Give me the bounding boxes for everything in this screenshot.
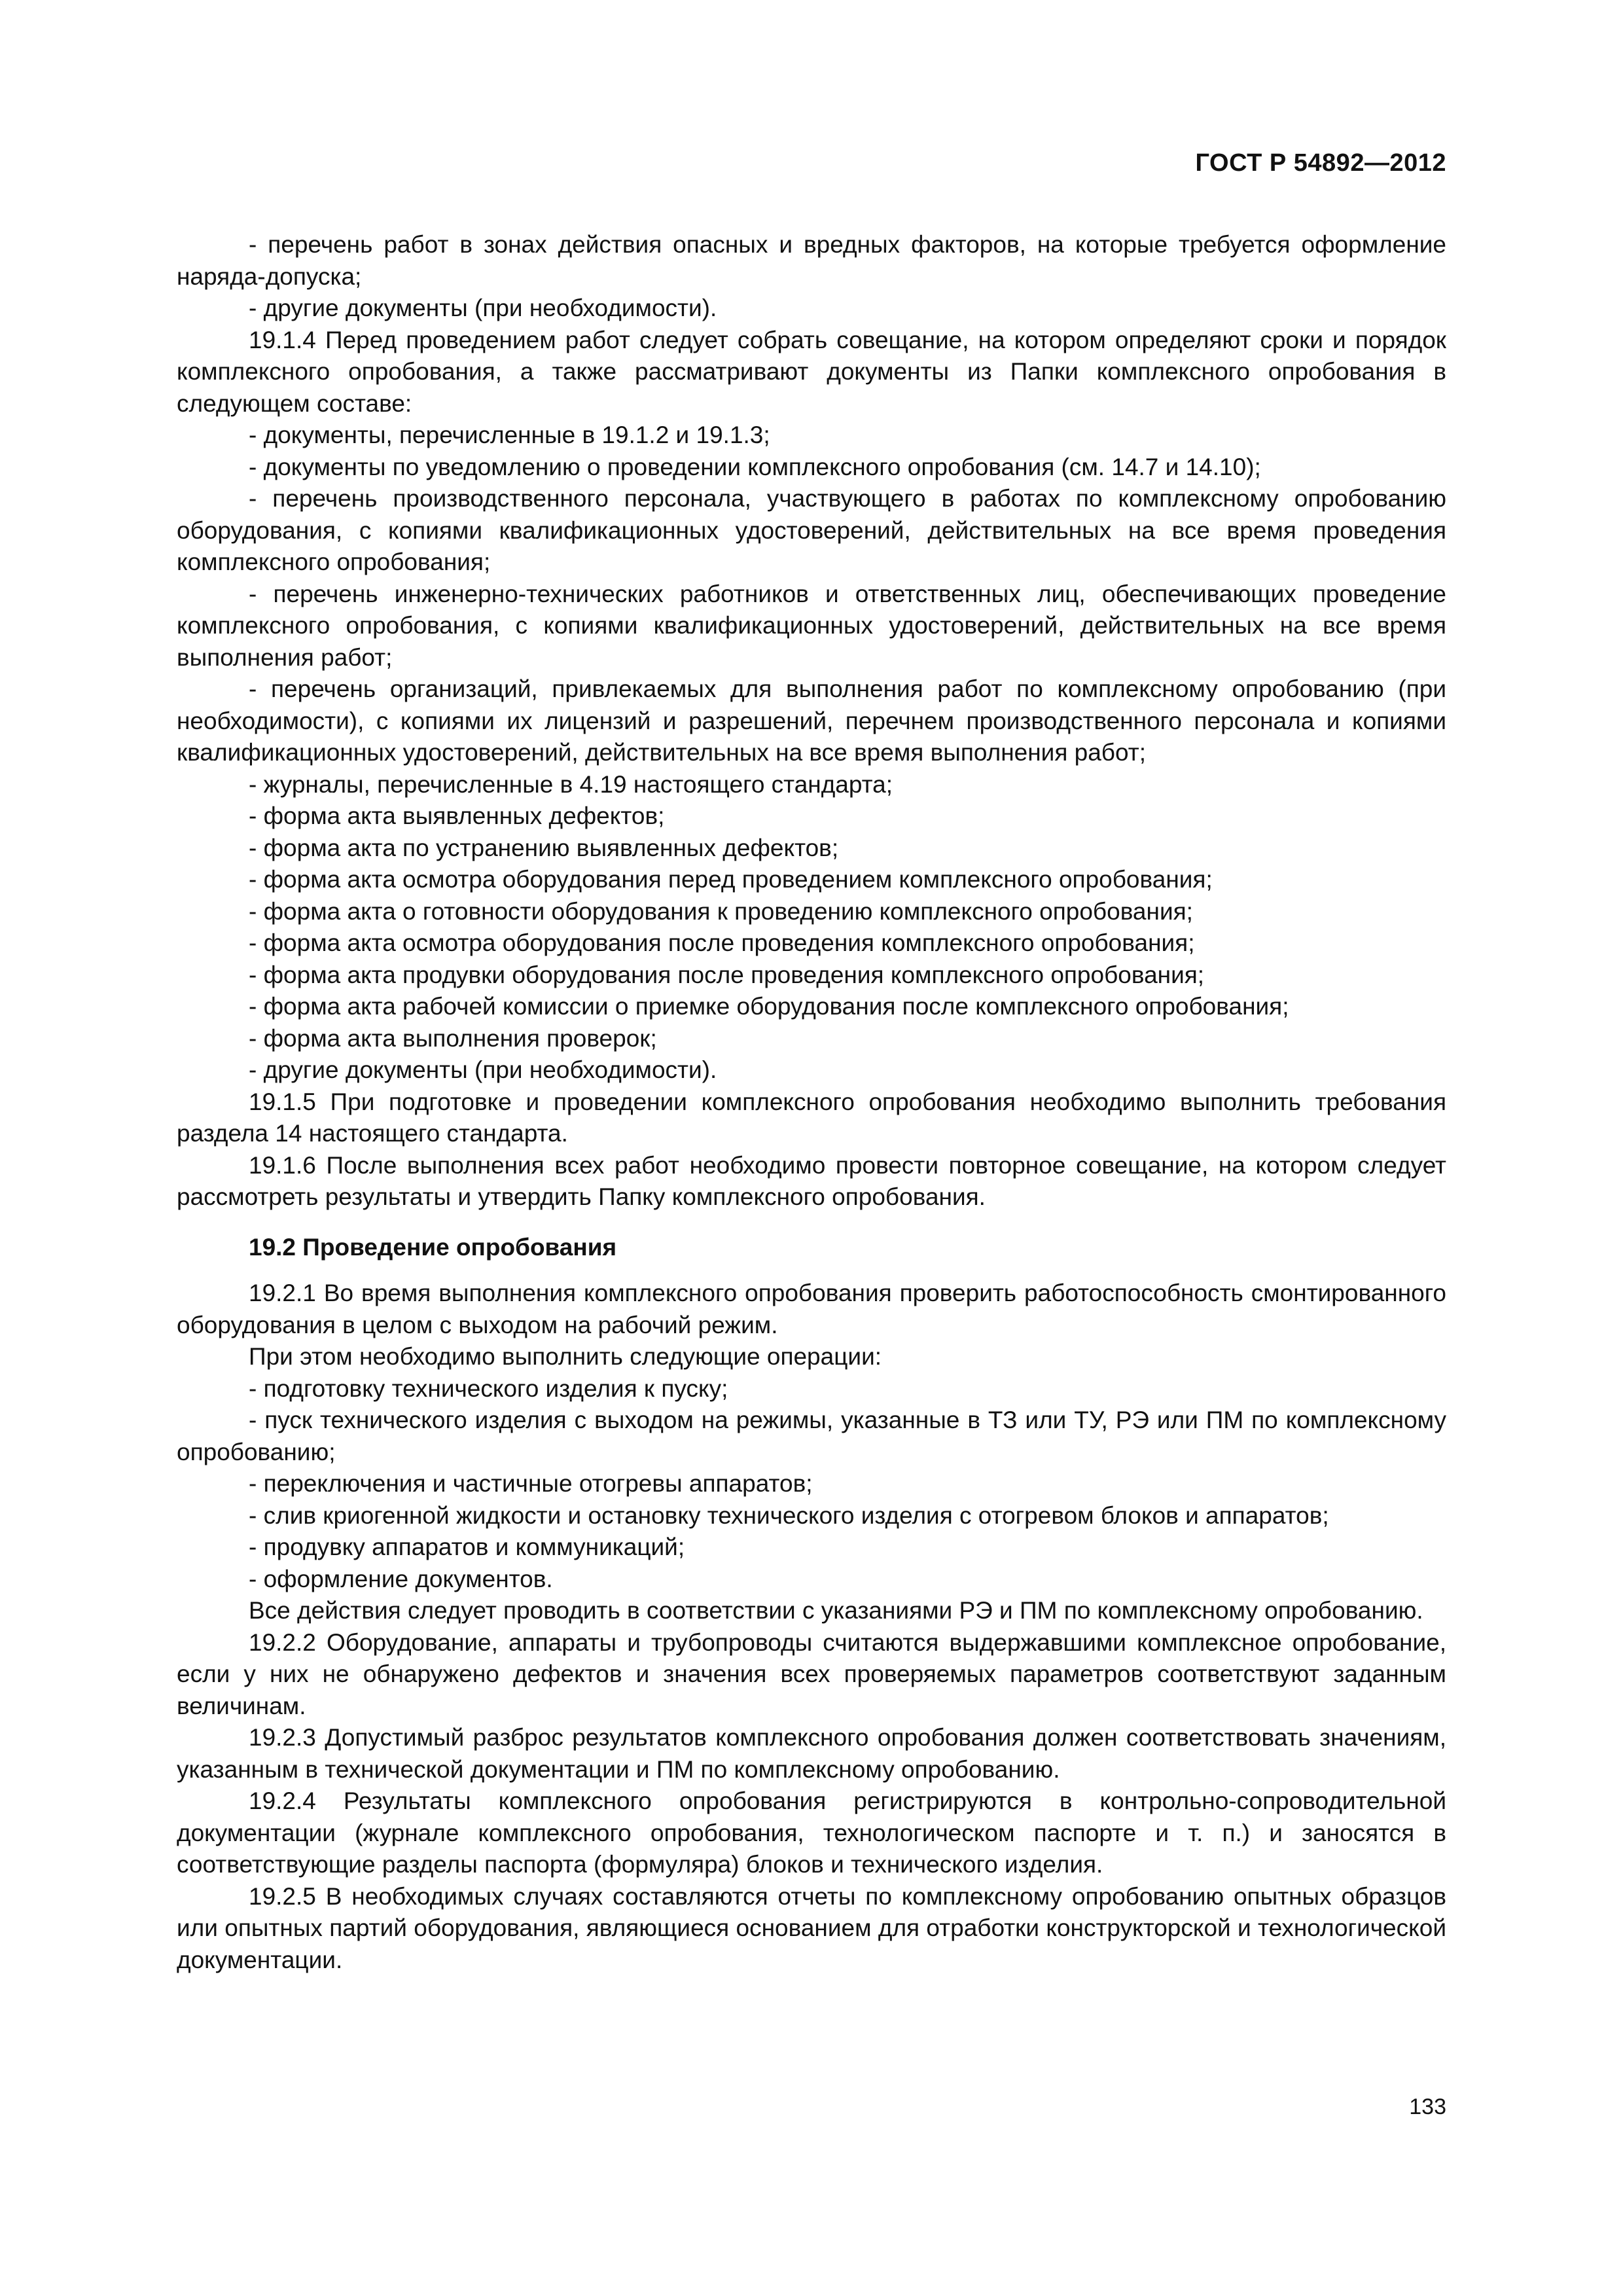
list-item: - журналы, перечисленные в 4.19 настоящего стандарта; xyxy=(249,770,893,798)
list-item: - форма акта осмотра оборудования после проведения комплексного опробования; xyxy=(249,929,1195,956)
page-content xyxy=(177,229,1446,1976)
list-item: - форма акта выполнения проверок; xyxy=(249,1024,657,1052)
list-item: - форма акта рабочей комиссии о приемке оборудования после комплексного опробования; xyxy=(249,993,1289,1020)
list-item: - подготовку технического изделия к пуску; xyxy=(249,1374,728,1402)
paragraph: Все действия следует проводить в соответствии с указаниями РЭ и ПМ по комплексному опробованию. xyxy=(249,1597,1423,1624)
clause-19-1-4: 19.1.4 Перед проведением работ следует собрать совещание, на котором определяют сроки и порядок комплексного опробования, а также рассматривают документы из Папки комплексного опробования в следующем составе: xyxy=(177,326,1446,417)
list-item: - переключения и частичные отогревы аппаратов; xyxy=(249,1470,813,1497)
clause-19-1-5: 19.1.5 При подготовке и проведении комплексного опробования необходимо выполнить требования раздела 14 настоящего стандарта. xyxy=(177,1088,1446,1147)
clause-19-1-6: 19.1.6 После выполнения всех работ необходимо провести повторное совещание, на котором следует рассмотреть результаты и утвердить Папку комплексного опробования. xyxy=(177,1151,1446,1210)
list-item: - форма акта продувки оборудования после проведения комплексного опробования; xyxy=(249,961,1205,988)
list-item: - продувку аппаратов и коммуникаций; xyxy=(249,1534,685,1560)
block-1 xyxy=(177,229,1446,1213)
list-item: - документы по уведомлению о проведении комплексного опробования (см. 14.7 и 14.10); xyxy=(249,453,1261,480)
clause-19-2-3: 19.2.3 Допустимый разброс результатов комплексного опробования должен соответствовать значениям, указанным в технической документации и ПМ по комплексному опробованию. xyxy=(177,1724,1446,1783)
list-item: - форма акта осмотра оборудования перед проведением комплексного опробования; xyxy=(249,866,1213,893)
paragraph: При этом необходимо выполнить следующие операции: xyxy=(249,1343,882,1370)
list-item: - перечень организаций, привлекаемых для выполнения работ по комплексному опробованию (при необходимости), с копиями их лицензий и разрешений, перечнем производственного персонала и копиями квалификационных удостоверений, действительных на все время выполнения работ; xyxy=(177,675,1446,766)
clause-19-2-2: 19.2.2 Оборудование, аппараты и трубопроводы считаются выдержавшими комплексное опробование, если у них не обнаружено дефектов и значения всех проверяемых параметров соответствуют заданным величинам. xyxy=(177,1628,1446,1719)
list-item: - перечень работ в зонах действия опасных и вредных факторов, на которые требуется оформление наряда-допуска; xyxy=(177,231,1446,290)
list-item: - оформление документов. xyxy=(249,1565,553,1592)
section-heading: 19.2 Проведение опробования xyxy=(249,1233,617,1261)
page-number: 133 xyxy=(1409,2094,1446,2119)
list-item: - документы, перечисленные в 19.1.2 и 19.1.3; xyxy=(249,422,770,448)
list-item: - пуск технического изделия с выходом на режимы, указанные в ТЗ или ТУ, РЭ или ПМ по комплексному опробованию; xyxy=(177,1407,1446,1465)
list-item: - форма акта выявленных дефектов; xyxy=(249,802,665,829)
clause-19-2-1: 19.2.1 Во время выполнения комплексного опробования проверить работоспособность смонтированного оборудования в целом с выходом на рабочий режим. xyxy=(177,1280,1446,1338)
list-item: - другие документы (при необходимости). xyxy=(249,295,717,321)
list-item: - слив криогенной жидкости и остановку технического изделия с отогревом блоков и аппаратов; xyxy=(249,1501,1329,1529)
clause-19-2-5: 19.2.5 В необходимых случаях составляются отчеты по комплексному опробованию опытных образцов или опытных партий оборудования, являющиеся основанием для отработки конструкторской и технологической документации. xyxy=(177,1882,1446,1973)
clause-19-2-4: 19.2.4 Результаты комплексного опробования регистрируются в контрольно-сопроводительной документации (журнале комплексного опробования, технологическом паспорте и т. п.) и заносятся в соответствующие разделы паспорта (формуляра) блоков и технического изделия. xyxy=(177,1787,1446,1878)
list-item: - форма акта по устранению выявленных дефектов; xyxy=(249,834,839,861)
list-item: - перечень инженерно-технических работников и ответственных лиц, обеспечивающих проведение комплексного опробования, с копиями квалификационных удостоверений, действительных на все время выполнения работ; xyxy=(177,580,1446,671)
list-item: - перечень производственного персонала, участвующего в работах по комплексному опробованию оборудования, с копиями квалификационных удостоверений, действительных на все время проведения комплексного опробования; xyxy=(177,485,1446,575)
document-header: ГОСТ Р 54892—2012 xyxy=(1195,149,1446,177)
list-item: - другие документы (при необходимости). xyxy=(249,1056,717,1083)
block-2 xyxy=(177,1278,1446,1976)
list-item: - форма акта о готовности оборудования к проведению комплексного опробования; xyxy=(249,897,1193,925)
